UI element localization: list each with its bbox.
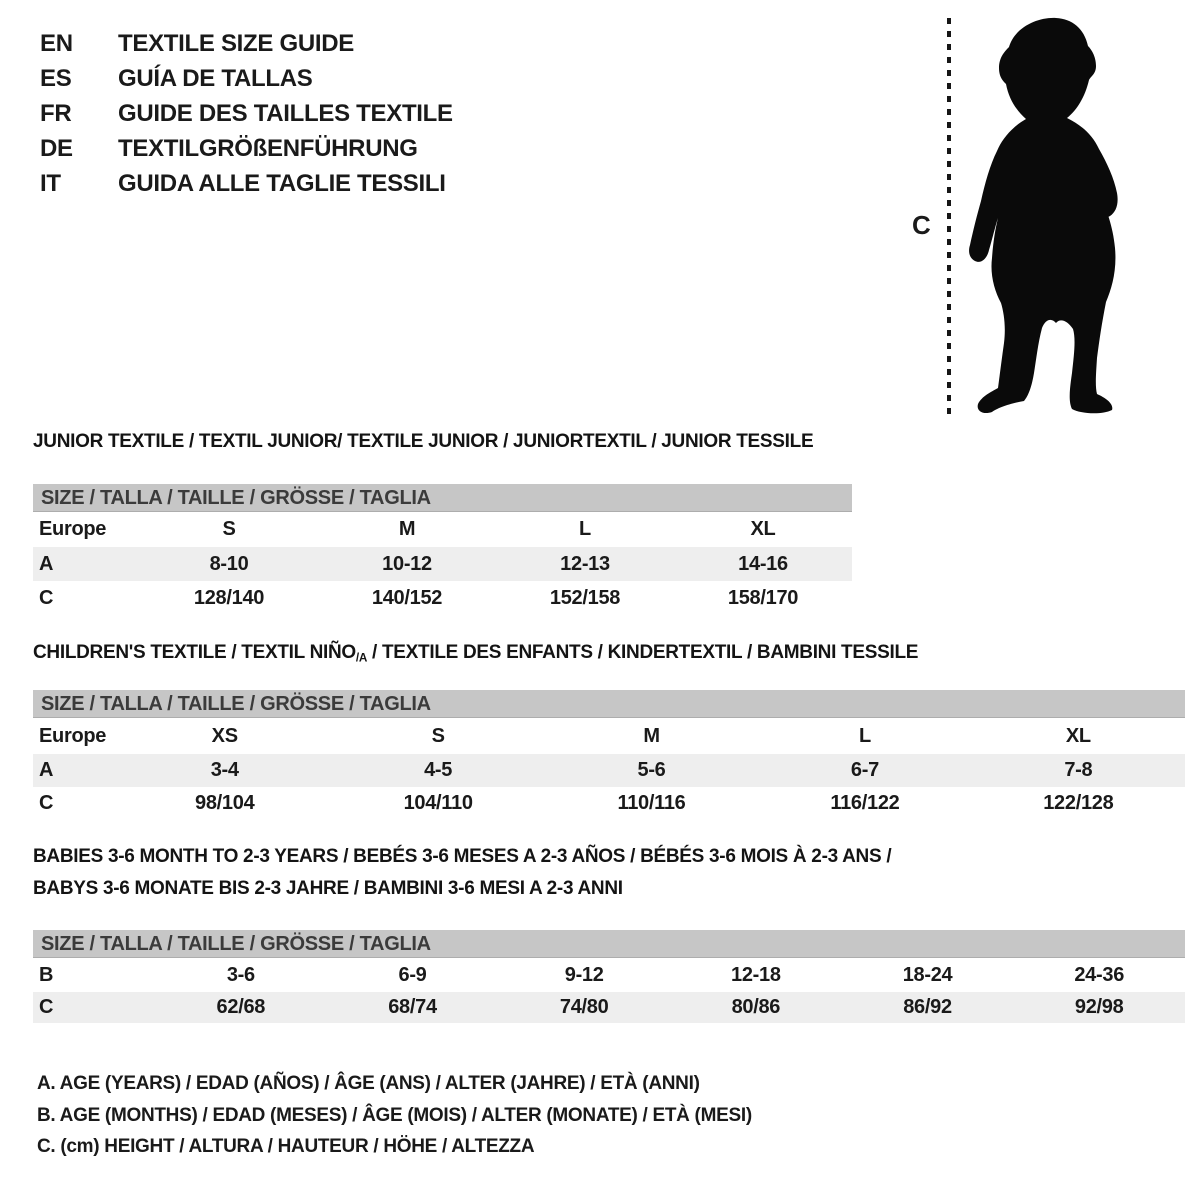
table-header-row xyxy=(33,512,852,547)
babies-section-title-line2: BABYS 3-6 MONATE BIS 2-3 JAHRE / BAMBINI 3-6 MESI A 2-3 ANNI xyxy=(33,878,623,899)
cell-value: 9-12 xyxy=(564,964,604,986)
lang-code: FR xyxy=(40,100,72,127)
children-title-pre: CHILDREN'S TEXTILE / TEXTIL NIÑO xyxy=(33,642,356,663)
toddler-silhouette-icon xyxy=(960,12,1140,418)
legend-height-cm: C. (cm) HEIGHT / ALTURA / HAUTEUR / HÖHE / ALTEZZA xyxy=(37,1136,535,1157)
cell-value: 68/74 xyxy=(388,996,437,1018)
table-row xyxy=(33,547,852,581)
table-header-row xyxy=(33,718,1185,754)
legend-age-months: B. AGE (MONTHS) / EDAD (MESES) / ÂGE (MOIS) / ALTER (MONATE) / ETÀ (MESI) xyxy=(37,1105,752,1126)
lang-row-en xyxy=(40,26,453,61)
cell-value: 7-8 xyxy=(1064,759,1093,781)
junior-section-title: JUNIOR TEXTILE / TEXTIL JUNIOR/ TEXTILE JUNIOR / JUNIORTEXTIL / JUNIOR TESSILE xyxy=(33,431,814,452)
cell-value: 74/80 xyxy=(559,996,609,1018)
region-label: Europe xyxy=(39,725,107,747)
lang-row-fr xyxy=(40,96,453,131)
cell-value: 104/110 xyxy=(403,792,473,814)
cell-value: 80/86 xyxy=(731,996,781,1018)
cell-value: 24-36 xyxy=(1074,964,1125,986)
cell-value: 6-7 xyxy=(850,759,879,781)
lang-title: GUIDA ALLE TAGLIE TESSILI xyxy=(118,170,446,197)
cell-value: 62/68 xyxy=(216,996,266,1018)
lang-code: ES xyxy=(40,65,72,92)
table-row xyxy=(33,754,1185,787)
language-title-block xyxy=(40,26,453,201)
cell-value: 3-6 xyxy=(226,964,255,986)
lang-title: GUÍA DE TALLAS xyxy=(118,65,313,92)
row-label: A xyxy=(39,759,54,781)
cell-value: 92/98 xyxy=(1074,996,1124,1018)
row-label: C xyxy=(39,792,54,814)
lang-code: EN xyxy=(40,30,73,57)
cell-value: 10-12 xyxy=(382,553,432,575)
cell-value: 4-5 xyxy=(424,759,453,781)
legend-age-years: A. AGE (YEARS) / EDAD (AÑOS) / ÂGE (ANS) / ALTER (JAHRE) / ETÀ (ANNI) xyxy=(37,1073,700,1094)
lang-code: IT xyxy=(40,170,61,197)
cell-value: 86/92 xyxy=(903,996,952,1018)
children-section-title xyxy=(33,641,918,671)
lang-row-es xyxy=(40,61,453,96)
row-label: A xyxy=(39,553,54,575)
column-header: M xyxy=(398,518,416,540)
size-header-bar: SIZE / TALLA / TAILLE / GRÖSSE / TAGLIA xyxy=(33,484,852,512)
cell-value: 6-9 xyxy=(398,964,427,986)
cell-value: 8-10 xyxy=(209,553,249,575)
cell-value: 12-13 xyxy=(560,553,610,575)
babies-size-table xyxy=(33,930,1185,1023)
column-header: L xyxy=(579,518,591,540)
column-header: XS xyxy=(211,725,238,747)
lang-row-de xyxy=(40,131,453,166)
cell-value: 140/152 xyxy=(371,587,443,609)
cell-value: 14-16 xyxy=(738,553,788,575)
region-label: Europe xyxy=(39,518,107,540)
row-label: C xyxy=(39,996,54,1018)
children-size-table xyxy=(33,690,1185,820)
height-measure-label: C xyxy=(912,210,931,240)
height-dashed-line xyxy=(947,18,951,418)
lang-title: GUIDE DES TAILLES TEXTILE xyxy=(118,100,453,127)
column-header: S xyxy=(222,518,236,540)
babies-section-title-line1: BABIES 3-6 MONTH TO 2-3 YEARS / BEBÉS 3-6 MESES A 2-3 AÑOS / BÉBÉS 3-6 MOIS À 2-3 ANS / xyxy=(33,846,892,867)
table-row xyxy=(33,787,1185,820)
children-title-post: / TEXTILE DES ENFANTS / KINDERTEXTIL / BAMBINI TESSILE xyxy=(367,642,919,663)
column-header: L xyxy=(858,725,871,747)
column-header: XL xyxy=(1065,725,1091,747)
row-label: B xyxy=(39,964,54,986)
cell-value: 12-18 xyxy=(731,964,781,986)
cell-value: 5-6 xyxy=(637,759,666,781)
lang-title: TEXTILGRÖßENFÜHRUNG xyxy=(118,135,418,162)
cell-value: 3-4 xyxy=(210,759,239,781)
lang-row-it xyxy=(40,166,453,201)
junior-size-table xyxy=(33,484,852,615)
row-label: C xyxy=(39,587,54,609)
cell-value: 122/128 xyxy=(1043,792,1114,814)
cell-value: 98/104 xyxy=(195,792,255,814)
cell-value: 158/170 xyxy=(727,587,799,609)
cell-value: 152/158 xyxy=(549,587,621,609)
lang-title: TEXTILE SIZE GUIDE xyxy=(118,30,354,57)
size-header-bar: SIZE / TALLA / TAILLE / GRÖSSE / TAGLIA xyxy=(33,930,1185,958)
cell-value: 128/140 xyxy=(193,587,265,609)
cell-value: 116/122 xyxy=(830,792,900,814)
cell-value: 18-24 xyxy=(902,964,953,986)
size-header-bar: SIZE / TALLA / TAILLE / GRÖSSE / TAGLIA xyxy=(33,690,1185,718)
cell-value: 110/116 xyxy=(617,792,686,814)
children-title-sub: /A xyxy=(355,651,368,665)
column-header: XL xyxy=(750,518,776,540)
column-header: S xyxy=(431,725,445,747)
column-header: M xyxy=(643,725,660,747)
lang-code: DE xyxy=(40,135,73,162)
table-row xyxy=(33,581,852,615)
table-row xyxy=(33,958,1185,992)
table-row xyxy=(33,992,1185,1023)
